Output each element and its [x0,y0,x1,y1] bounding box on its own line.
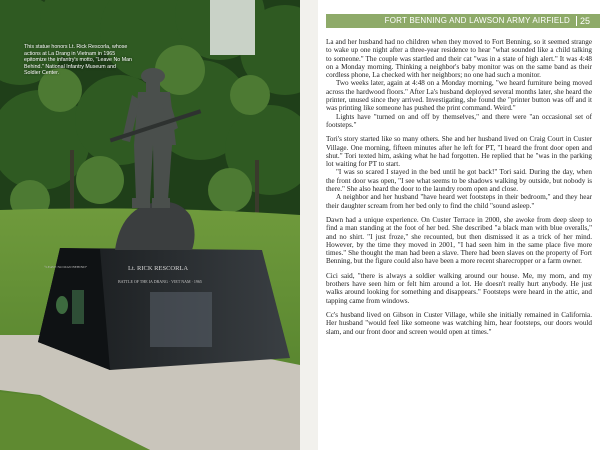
paragraph: Cici said, "there is always a soldier walking around our house. Me, my mom, and my brothers have seen him or felt him around a lot. He doesn't really hurt anybody. He just walks around looking for something and disappears." Footsteps were heard in the attic, and tapping came from windows. [326,271,592,305]
photo-caption: This statue honors Lt. Rick Rescorla, whose actions at La Drang in Vietnam in 1965 epitomize the infantry's motto, "Leave No Man Behind." National Infantry Museum and Soldier Center. [24,44,132,77]
paragraph: Two weeks later, again at 4:48 on a Monday morning, "we heard furniture being moved across the hardwood floors." After La's husband deployed several months later, she heard the printer, unused since they arrived. Investigating, she found the "printer button was off and it was printing like someone has pushed the print command. Weird." [326,79,592,113]
plaque-motto: “LEAVE NO MAN BEHIND” [44,265,88,269]
paragraph: Lights have "turned on and off by themselves," and there were "an occasional set of footsteps." [326,112,592,129]
paragraph: "I was so scared I stayed in the bed until he got back!" Tori said. During the day, when the front door was open, "I see what seems to be shadows walking by outside, but nobody is there." She also heard the door to the laundry room open and close. [326,168,592,194]
header-separator [576,16,577,26]
text-page [318,0,600,450]
plaque-name: Lt. RICK RESCORLA [128,265,189,272]
paragraph: La and her husband had no children when they moved to Fort Benning, so it seemed strange to wake up one night after a three-year residence to hear "what sounded like a child talking to someone." The couple was startled and their cat "was in a state of high alert." It was 4:48 on a Monday morning. Thinking a neighbor's baby monitor was on the same band as their cordless phone, La checked with her neighbors; no one had such a monitor. [326,38,592,80]
plaque-battle: BATTLE OF THE IA DRANG · VIET NAM · 1965 [118,279,202,284]
page-number: 25 [579,16,590,26]
running-header [326,14,600,28]
paragraph: A neighbor and her husband "have heard wet footsteps in their bedroom," and they hear their daughter scream from her bed only to find the child "sound asleep." [326,193,592,210]
paragraph: Dawn had a unique experience. On Custer Terrace in 2000, she awoke from deep sleep to find a man standing at the foot of her bed. She described "a black man with blue overalls," and no shirt. "I just froze," she recounted, but then dismissed it as a trick of her mind. However, by the time they moved in 2001, "I had seen him in the same place five more times." She thought the man had been a slave. There had been slaves on the property of Fort Benning, but the figure could also have been a more recent sharecropper or a farm owner. [326,215,592,266]
body-text [326,38,592,336]
paragraph: Tori's story started like so many others. She and her husband lived on Craig Court in Custer Village. One morning, fifteen minutes after he left for PT, "I heard the front door open and shut." Tori texted him, asking what he had forgotten. He replied that he "was in the parking lot waiting for PT to start. [326,135,592,169]
paragraph: Cc's husband lived on Gibson in Custer Village, while she initially remained in California. Her husband "would feel like someone was watching him, hear footsteps, our doors would slam, and our front door and screen would open at times." [326,310,592,336]
header-title: FORT BENNING AND LAWSON ARMY AIRFIELD [384,16,570,25]
